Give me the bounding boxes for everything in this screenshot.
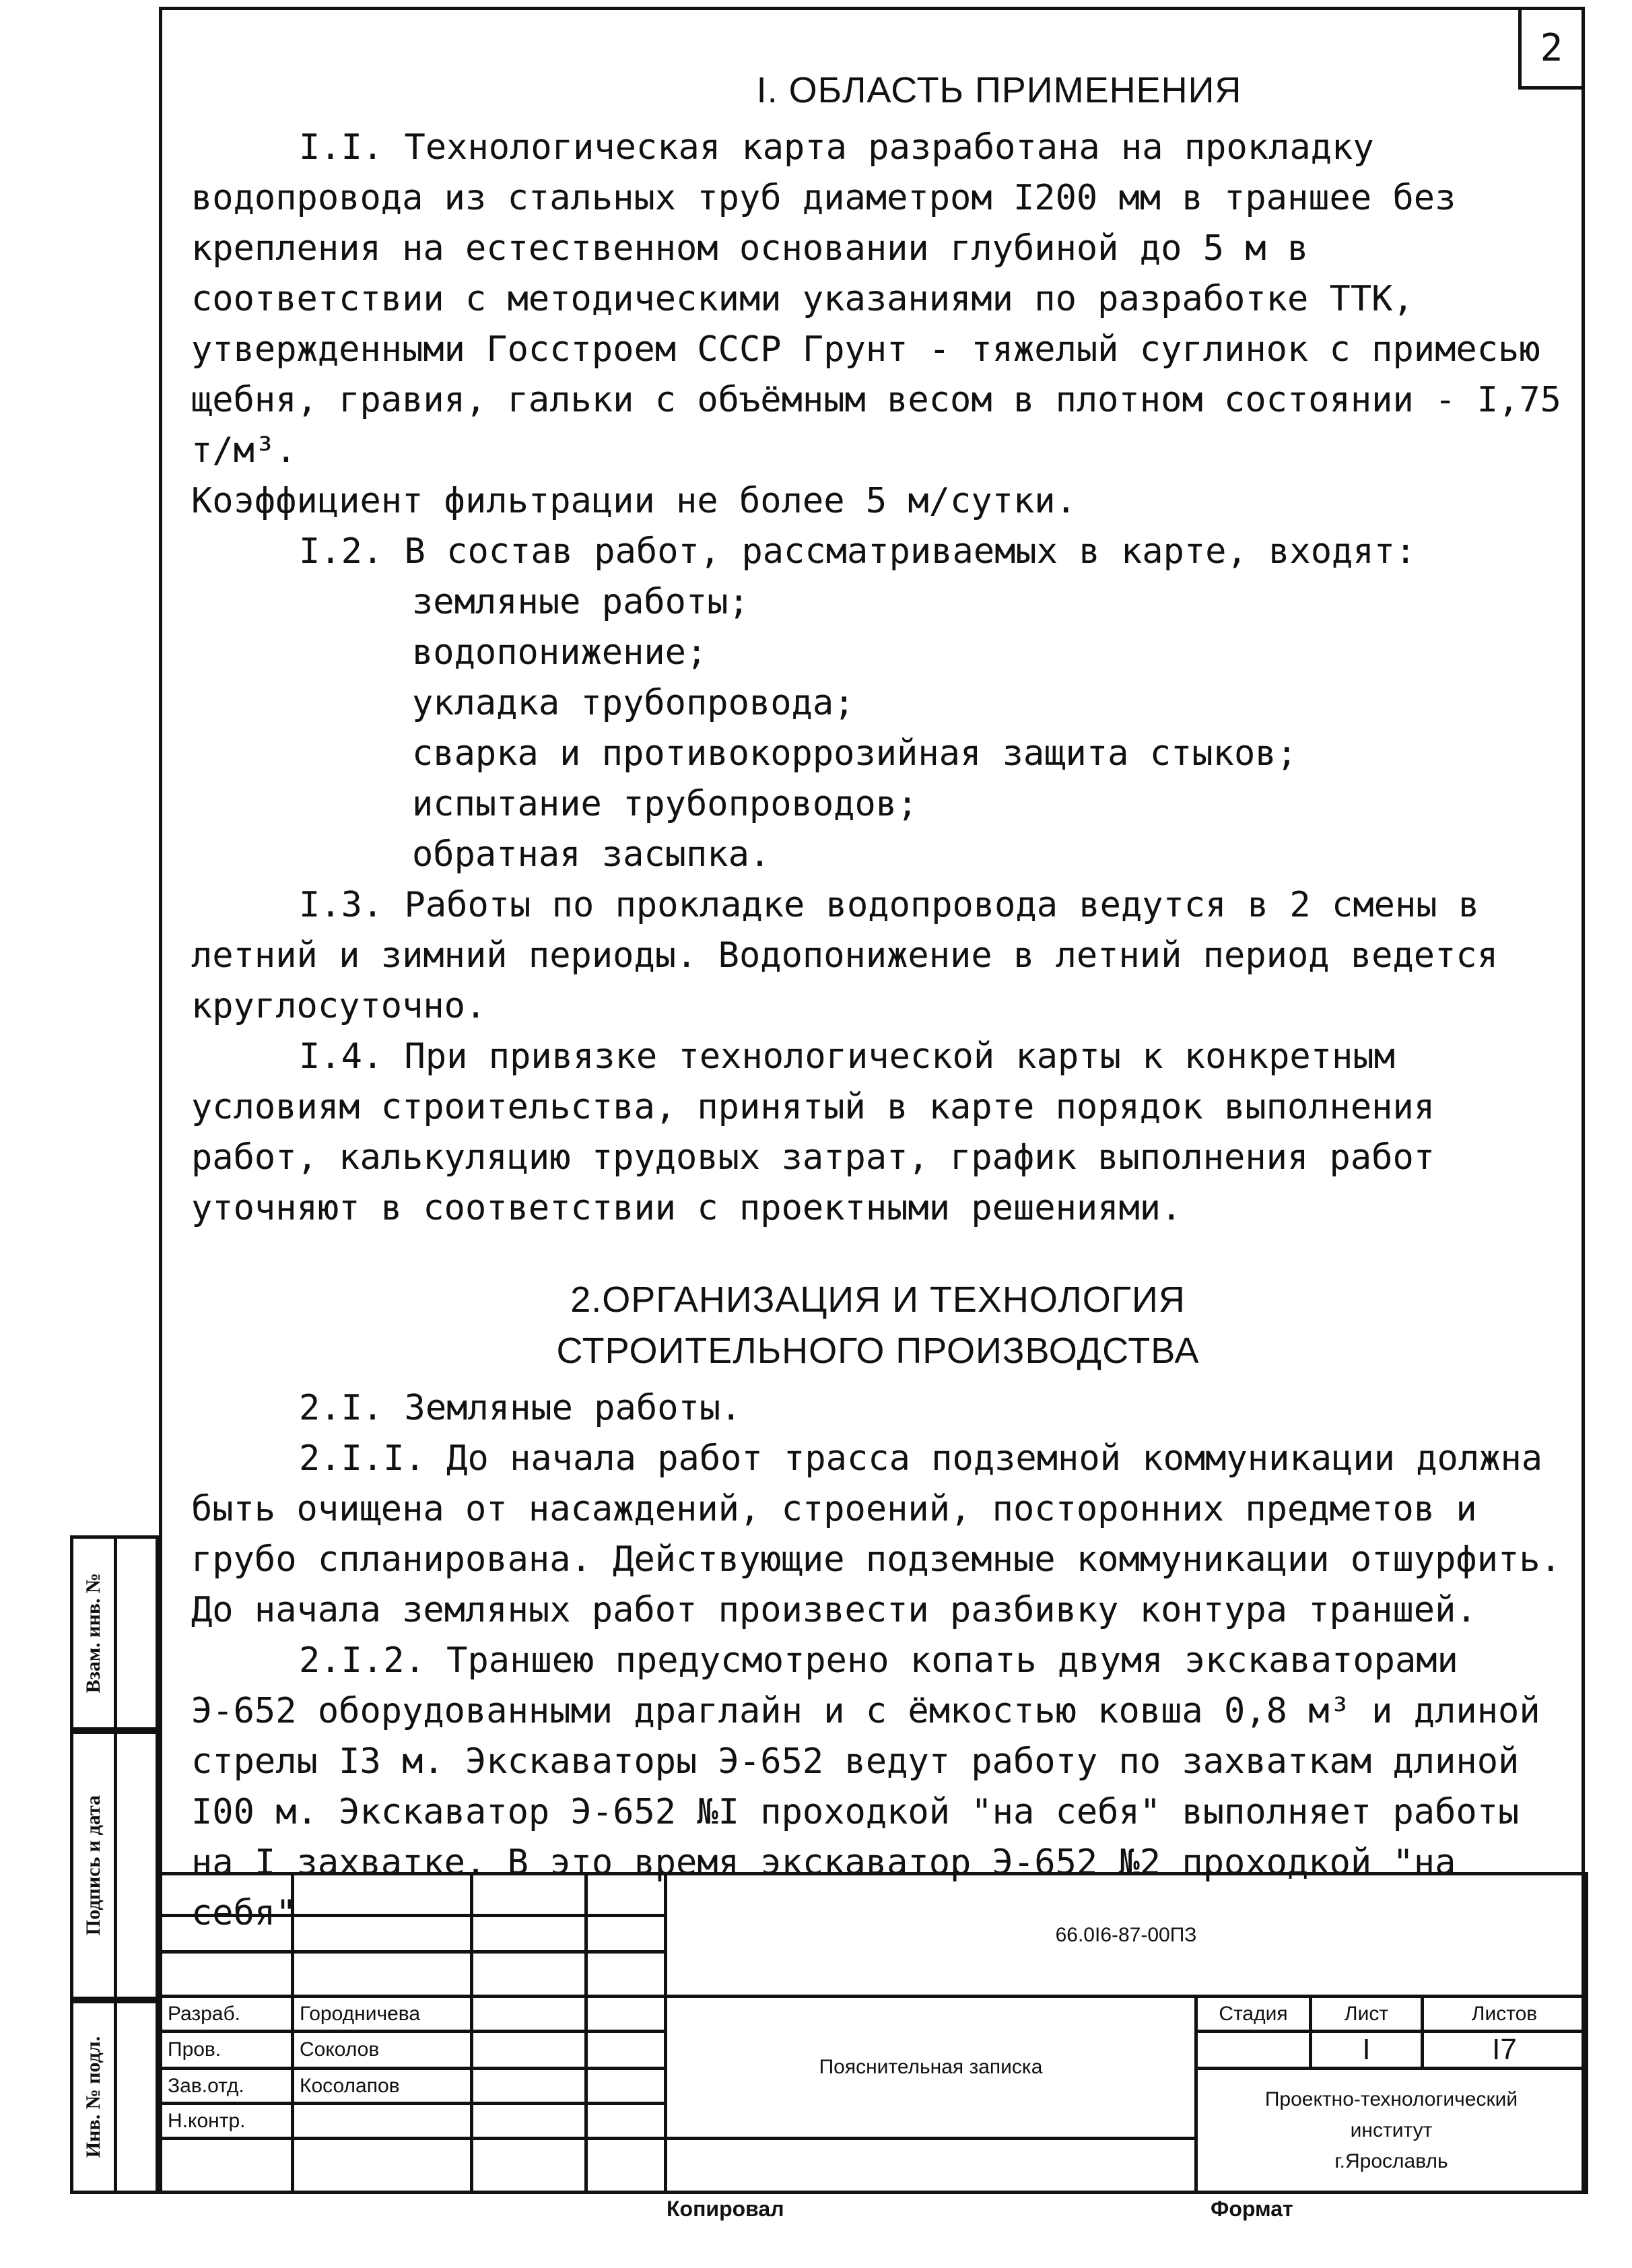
margin-label-vzam: Взам. инв. № bbox=[82, 1572, 105, 1694]
section2-heading-line1: 2.ОРГАНИЗАЦИЯ И ТЕХНОЛОГИЯ bbox=[570, 1279, 1186, 1320]
paragraph-2-1-1: 2.I.I. До начала работ трасса подземной коммуникации должна быть очищена от насаждений, строений, посторонних предметов и грубо спланирована. Действующие подземные коммуникации отшурфить. До начала земляных работ произвести разбивку контура траншей. bbox=[191, 1438, 1561, 1630]
person-name bbox=[293, 2104, 472, 2139]
role-label: Пров. bbox=[161, 2032, 293, 2069]
stage-label: Стадия bbox=[1196, 1997, 1311, 2032]
margin-vzam bbox=[70, 1535, 159, 1731]
org-line: институт bbox=[1350, 2119, 1433, 2141]
paragraph-1-2: I.2. В состав работ, рассматриваемых в карте, входят: bbox=[299, 531, 1417, 572]
title-block bbox=[159, 1872, 1585, 2194]
works-list bbox=[191, 577, 1565, 880]
paragraph-1-1b: Коэффициент фильтрации не более 5 м/сутки. bbox=[191, 481, 1077, 521]
document-body bbox=[191, 65, 1565, 1939]
paragraph-1-3: I.3. Работы по прокладке водопровода ведутся в 2 смены в летний и зимний периоды. Водопонижение в летний период ведется круглосуточно. bbox=[191, 885, 1499, 1026]
section1-heading: I. ОБЛАСТЬ ПРИМЕНЕНИЯ bbox=[756, 70, 1242, 110]
signature-cell bbox=[472, 1997, 586, 2032]
role-label: Разраб. bbox=[161, 1997, 293, 2032]
paragraph-1-4: I.4. При привязке технологической карты к конкретным условиям строительства, принятый в карте порядок выполнения работ, калькуляцию трудовых затрат, график выполнения работ уточняют в соответствии с проектными решениями. bbox=[191, 1036, 1435, 1228]
sheets-value: I7 bbox=[1423, 2032, 1587, 2069]
footer-format: Формат bbox=[1211, 2197, 1293, 2221]
sheet-value: I bbox=[1311, 2032, 1423, 2069]
margin-podpis bbox=[70, 1731, 159, 2000]
margin-inv bbox=[70, 2000, 159, 2194]
list-item: земляные работы; bbox=[412, 582, 749, 622]
section2-heading bbox=[191, 1274, 1565, 1376]
role-label: Н.контр. bbox=[161, 2104, 293, 2139]
margin-label-podpis: Подпись и дата bbox=[82, 1795, 104, 1936]
paragraph-2-1: 2.I. Земляные работы. bbox=[299, 1388, 742, 1428]
organization bbox=[1196, 2069, 1587, 2193]
list-item: водопонижение; bbox=[412, 632, 708, 673]
list-item: испытание трубопроводов; bbox=[412, 784, 918, 824]
list-item: обратная засыпка. bbox=[412, 834, 771, 875]
footer-copied: Копировал bbox=[667, 2197, 784, 2221]
list-item: укладка трубопровода; bbox=[412, 683, 855, 723]
page-number: 2 bbox=[1518, 10, 1582, 90]
signature-cell bbox=[472, 2069, 586, 2104]
person-name: Городничева bbox=[293, 1997, 472, 2032]
role-label: Зав.отд. bbox=[161, 2069, 293, 2104]
org-line: г.Ярославль bbox=[1334, 2149, 1448, 2172]
person-name: Соколов bbox=[293, 2032, 472, 2069]
signature-cell bbox=[472, 2032, 586, 2069]
document-title: Пояснительная записка bbox=[666, 1997, 1196, 2139]
list-item: сварка и противокоррозийная защита стыков; bbox=[412, 733, 1297, 774]
section2-heading-line2: СТРОИТЕЛЬНОГО ПРОИЗВОДСТВА bbox=[556, 1331, 1200, 1371]
paragraph-1-1: I.I. Технологическая карта разработана на прокладку водопровода из стальных труб диаметром I200 мм в траншее без крепления на естественном основании глубиной до 5 м в соответствии с методическими указаниями по разработке ТТК, утвержденными Госстроем СССР Грунт - тяжелый суглинок с примесью щебня, гравия, гальки с объёмным весом в плотном состоянии - I,75 т/м³. bbox=[191, 127, 1561, 471]
paragraph-2-1-2: 2.I.2. Траншею предусмотрено копать двумя экскаваторами Э-652 оборудованными драглайн и с ёмкостью ковша 0,8 м³ и длиной стрелы I3 м. Экскаваторы Э-652 ведут работу по захваткам длиной I00 м. Экскаватор Э-652 №I проходкой "на себя" выполняет работы на I захватке. В это время экскаватор Э-652 №2 проходкой "на себя" bbox=[191, 1640, 1540, 1933]
sheet-label: Лист bbox=[1311, 1997, 1423, 2032]
org-line: Проектно-технологический bbox=[1264, 2088, 1518, 2110]
sheets-label: Листов bbox=[1423, 1997, 1587, 2032]
margin-label-inv: Инв. № подл. bbox=[82, 2036, 104, 2158]
document-code: 66.0I6-87-00ПЗ bbox=[666, 1874, 1587, 1997]
person-name: Косолапов bbox=[293, 2069, 472, 2104]
